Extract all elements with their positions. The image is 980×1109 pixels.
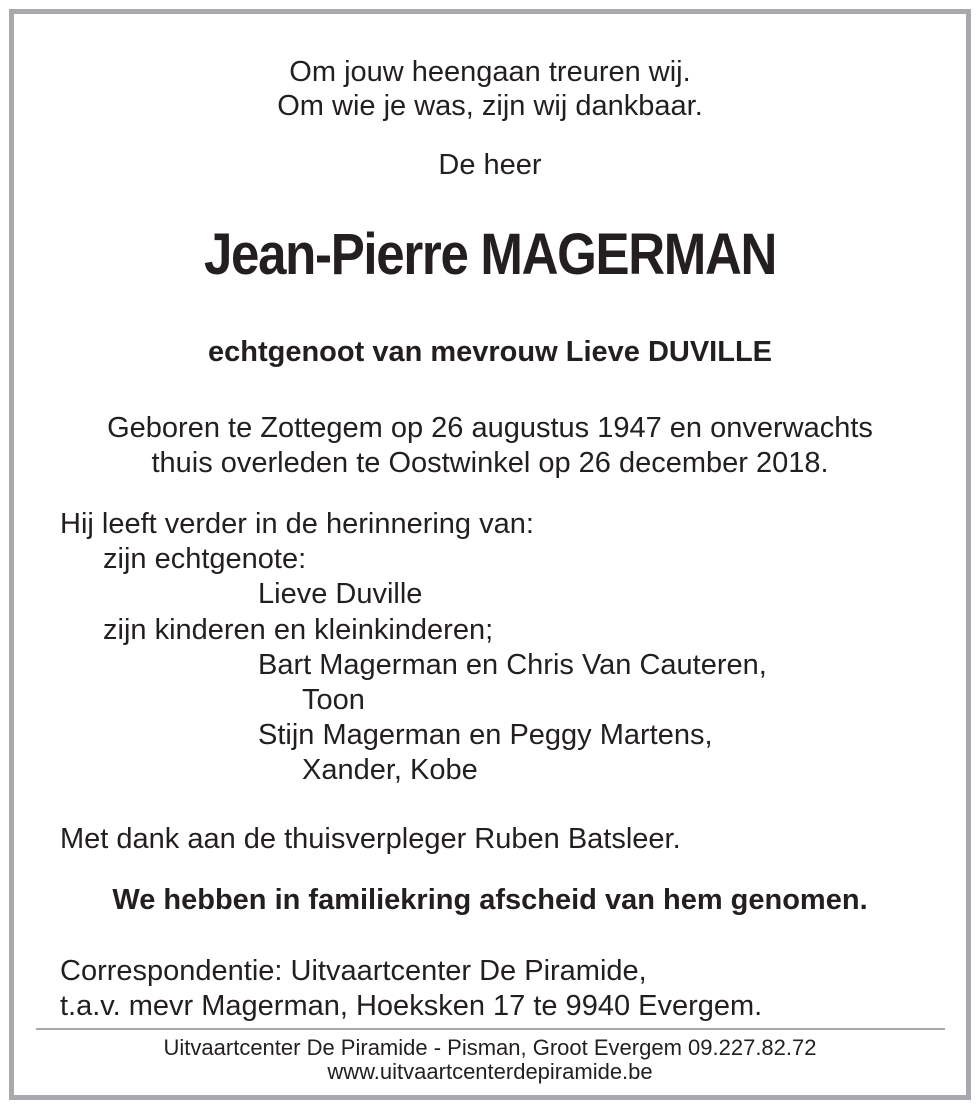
honorific: De heer	[438, 149, 542, 181]
family-line-2: Stijn Magerman en Peggy Martens,	[258, 719, 713, 751]
footer-website: www.uitvaartcenterdepiramide.be	[327, 1059, 653, 1084]
verse-line-1: Om jouw heengaan treuren wij.	[289, 56, 691, 88]
grandchildren-line-1: Toon	[302, 684, 365, 716]
farewell-line: We hebben in familiekring afscheid van hem genomen.	[112, 884, 868, 916]
grandchildren-line-2: Xander, Kobe	[302, 754, 478, 786]
deceased-name: Jean-Pierre MAGERMAN	[203, 222, 777, 287]
birth-death-line-2: thuis overleden te Oostwinkel op 26 december 2018.	[151, 447, 829, 479]
spouse-label: zijn echtgenote:	[103, 543, 307, 575]
children-label: zijn kinderen en kleinkinderen;	[103, 614, 494, 646]
spouse-name: Lieve Duville	[258, 578, 423, 610]
footer-address: Uitvaartcenter De Piramide - Pisman, Groot Evergem 09.227.82.72	[163, 1035, 817, 1060]
thanks-line: Met dank aan de thuisverpleger Ruben Batsleer.	[60, 823, 681, 855]
correspondence-line-1: Correspondentie: Uitvaartcenter De Piramide,	[60, 955, 647, 987]
footer-divider	[36, 1028, 945, 1030]
spouse-line: echtgenoot van mevrouw Lieve DUVILLE	[208, 336, 772, 368]
correspondence-line-2: t.a.v. mevr Magerman, Hoeksken 17 te 9940 Evergem.	[60, 990, 763, 1022]
remembrance-intro: Hij leeft verder in de herinnering van:	[60, 508, 534, 540]
birth-death-line-1: Geboren te Zottegem op 26 augustus 1947 en onverwachts	[107, 412, 873, 444]
family-line-1: Bart Magerman en Chris Van Cauteren,	[258, 649, 767, 681]
verse-line-2: Om wie je was, zijn wij dankbaar.	[277, 90, 703, 122]
